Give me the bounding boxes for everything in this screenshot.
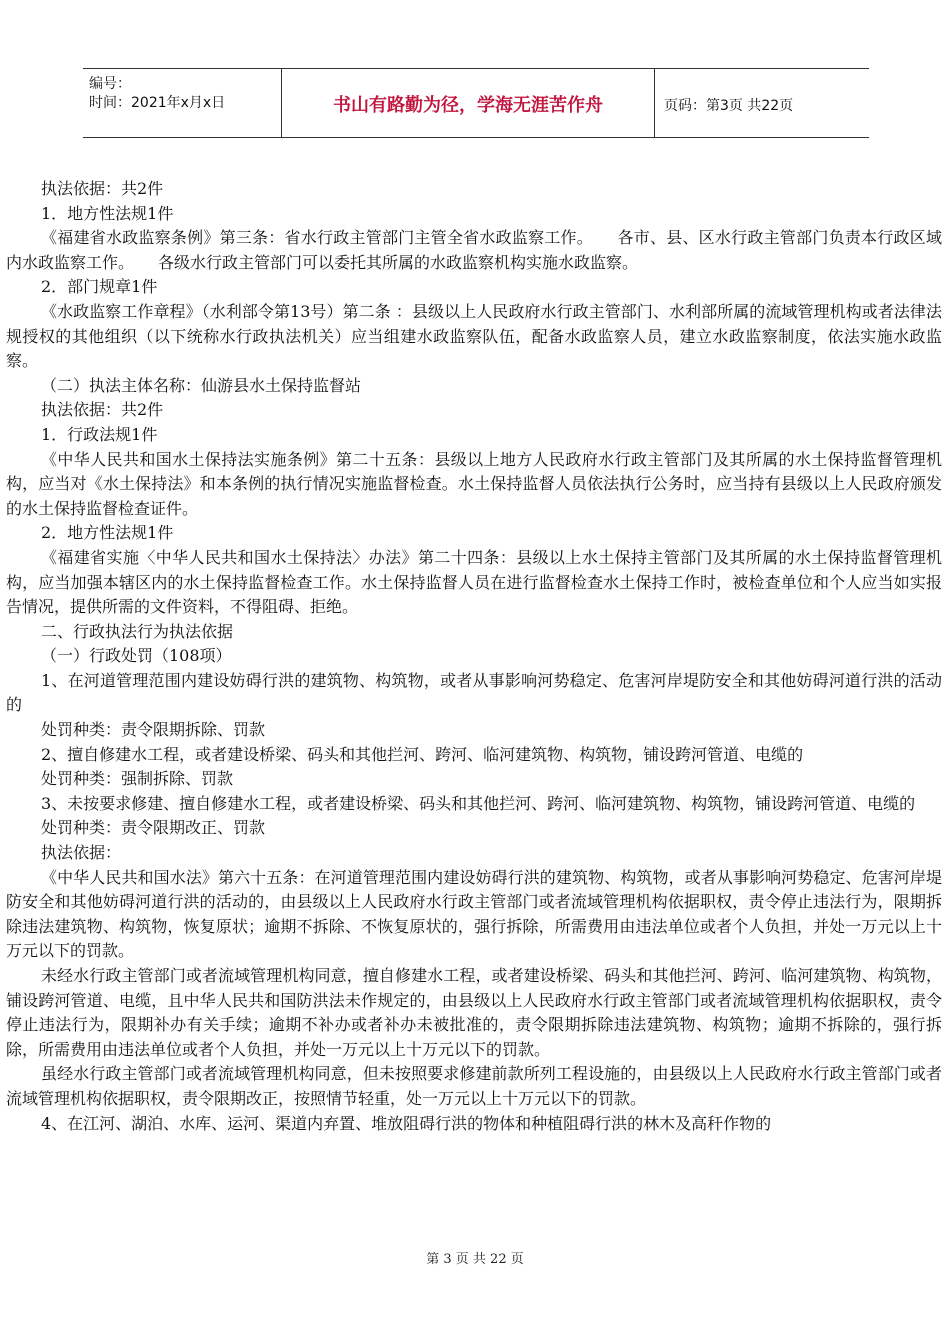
paragraph: 未经水行政主管部门或者流域管理机构同意，擅自修建水工程，或者建设桥梁、码头和其他拦河、跨河、临河建筑物、构筑物，铺设跨河管道、电缆，且中华人民共和国防洪法未作规定的，由县级以上人民政府水行政主管部门或者流域管理机构依据职权，责令停止违法行为，限期补办有关手续；逾期不补办或者补办未被批准的，责令限期拆除违法建筑物、构筑物；逾期不拆除的，强行拆除，所需费用由违法单位或者个人负担，并处一万元以上十万元以下的罚款。 (6, 966, 942, 1059)
paragraph: 《水政监察工作章程》（水利部令第13号）第二条 ：县级以上人民政府水行政主管部门、水利部所属的流域管理机构或者法律法规授权的其他组织（以下统称水行政执法机关）应当组建水政监察队伍，配备水政监察人员，建立水政监察制度，依法实施水政监察。 (6, 301, 942, 371)
header-motto: 书山有路勤为径，学海无涯苦作舟 (333, 95, 603, 116)
paragraph: 《福建省水政监察条例》第三条：省水行政主管部门主管全省水政监察工作。 各市、县、区水行政主管部门负责本行政区域内水政监察工作。 各级水行政主管部门可以委托其所属的水政监察机构实施水政监察。 (6, 228, 942, 272)
paragraph: 执法依据：共2件 (41, 179, 164, 198)
paragraph: 1．行政法规1件 (41, 424, 158, 444)
paragraph: （二）执法主体名称：仙游县水土保持监督站 (41, 375, 362, 395)
paragraph: 二、行政执法行为执法依据 (41, 621, 234, 641)
paragraph: 《中华人民共和国水土保持法实施条例》第二十五条：县级以上地方人民政府水行政主管部门及其所属的水土保持监督管理机构，应当对《水土保持法》和本条例的执行情况实施监督检查。水土保持监督人员依法执行公务时，应当持有县级以上人民政府颁发的水土保持监督检查证件。 (6, 449, 942, 518)
paragraph: 《中华人民共和国水法》第六十五条：在河道管理范围内建设妨碍行洪的建筑物、构筑物，或者从事影响河势稳定、危害河岸堤防安全和其他妨碍河道行洪的活动的，由县级以上人民政府水行政主管部门或者流域管理机构依据职权，责令停止违法行为，限期拆除违法建筑物、构筑物，恢复原状；逾期不拆除、不恢复原状的，强行拆除，所需费用由违法单位或者个人负担，并处一万元以上十万元以下的罚款。 (6, 867, 942, 961)
paragraph: 虽经水行政主管部门或者流域管理机构同意，但未按照要求修建前款所列工程设施的，由县级以上人民政府水行政主管部门或者流域管理机构依据职权，责令限期改正，按照情节轻重，处一万元以上十万元以下的罚款。 (6, 1064, 942, 1108)
paragraph: 执法依据： (41, 843, 122, 863)
paragraph: 2．部门规章1件 (41, 277, 158, 297)
paragraph: 1、在河道管理范围内建设妨碍行洪的建筑物、构筑物，或者从事影响河势稳定、危害河岸堤防安全和其他妨碍河道行洪的活动的 (6, 670, 942, 715)
document-number-label: 编号： (89, 76, 131, 92)
paragraph: 处罚种类：责令限期拆除、罚款 (41, 720, 266, 740)
paragraph: 4、在江河、湖泊、水库、运河、渠道内弃置、堆放阻碍行洪的物体和种植阻碍行洪的林木及高秆作物的 (41, 1113, 772, 1133)
paragraph: 处罚种类：强制拆除、罚款 (41, 769, 234, 789)
document-body (6, 177, 942, 1136)
paragraph: 执法依据：共2件 (41, 400, 164, 420)
paragraph: 1．地方性法规1件 (41, 203, 174, 223)
document-header (83, 68, 869, 138)
paragraph: 3、未按要求修建、擅自修建水工程，或者建设桥梁、码头和其他拦河、跨河、临河建筑物、构筑物，铺设跨河管道、电缆的 (41, 793, 916, 813)
paragraph: 处罚种类：责令限期改正、罚款 (41, 818, 266, 838)
header-motto-cell (282, 69, 655, 137)
paragraph: 2．地方性法规1件 (41, 523, 174, 543)
paragraph: （一）行政处罚（108项） (41, 646, 232, 666)
document-date: 时间：2021年x月x日 (89, 95, 226, 111)
page-footer: 第 3 页 共 22 页 (426, 1252, 524, 1267)
paragraph: 《福建省实施〈中华人民共和国水土保持法〉办法》第二十四条：县级以上水土保持主管部门及其所属的水土保持监督管理机构，应当加强本辖区内的水土保持监督检查工作。水土保持监督人员在进行监督检查水土保持工作时，被检查单位和个人应当如实报告情况，提供所需的文件资料，不得阻碍、拒绝。 (6, 547, 942, 617)
header-page-cell (656, 69, 869, 137)
header-page-code: 页码：第3页 共22页 (664, 98, 794, 114)
header-meta-cell (83, 69, 282, 137)
paragraph: 2、擅自修建水工程，或者建设桥梁、码头和其他拦河、跨河、临河建筑物、构筑物，铺设跨河管道、电缆的 (41, 744, 804, 764)
